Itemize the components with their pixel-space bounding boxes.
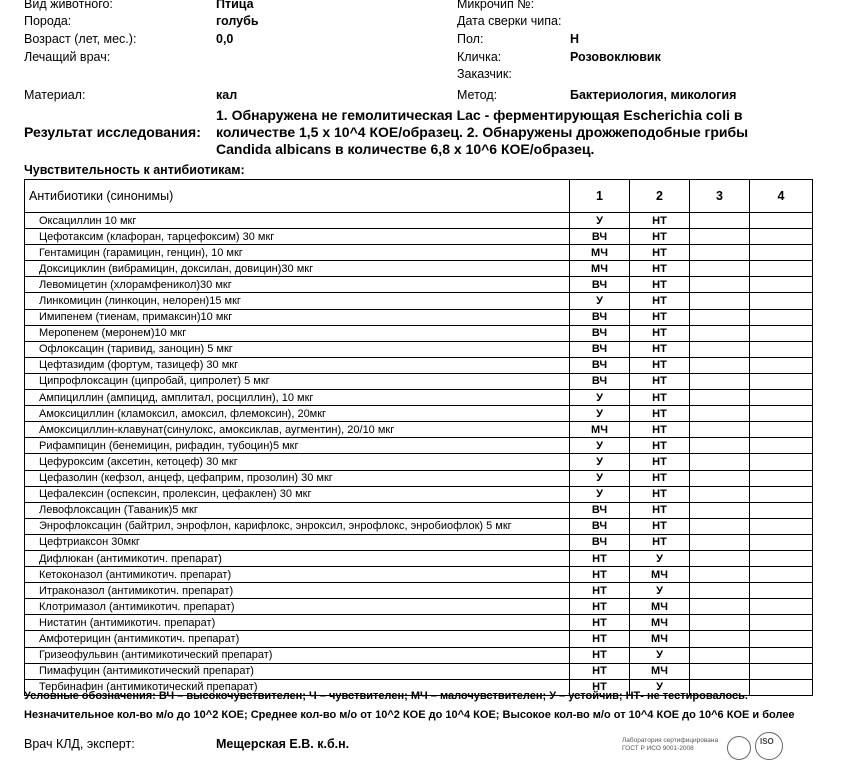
table-row bbox=[25, 341, 813, 357]
result-col-4 bbox=[750, 325, 813, 341]
result-col-4 bbox=[750, 679, 813, 695]
result-col-4 bbox=[750, 390, 813, 406]
antibiotic-name: Дифлюкан (антимикотич. препарат) bbox=[25, 550, 570, 566]
result-col-4 bbox=[750, 341, 813, 357]
result-col-1: ВЧ bbox=[570, 309, 630, 325]
result-col-2: У bbox=[630, 679, 690, 695]
table-row bbox=[25, 390, 813, 406]
header-antibiotics: Антибиотики (синонимы) bbox=[25, 180, 570, 213]
antibiotic-name: Офлоксацин (таривид, заноцин) 5 мкг bbox=[25, 341, 570, 357]
antibiotic-name: Оксациллин 10 мкг bbox=[25, 213, 570, 229]
sensitivity-title: Чувствительность к антибиотикам: bbox=[24, 163, 245, 177]
result-col-2: НТ bbox=[630, 357, 690, 373]
antibiotic-name: Имипенем (тиенам, примаксин)10 мкг bbox=[25, 309, 570, 325]
antibiotic-name: Энрофлоксацин (байтрил, энрофлон, карифлокс, энроксил, энрофлокс, энробиофлок) 5 мкг bbox=[25, 518, 570, 534]
table-row bbox=[25, 567, 813, 583]
result-col-2: НТ bbox=[630, 534, 690, 550]
result-col-3 bbox=[690, 470, 750, 486]
result-col-4 bbox=[750, 663, 813, 679]
result-col-2: НТ bbox=[630, 438, 690, 454]
table-row bbox=[25, 663, 813, 679]
result-col-2: НТ bbox=[630, 390, 690, 406]
result-col-1: НТ bbox=[570, 679, 630, 695]
header-col-4: 4 bbox=[750, 180, 813, 213]
result-col-3 bbox=[690, 599, 750, 615]
result-col-4 bbox=[750, 615, 813, 631]
result-col-3 bbox=[690, 534, 750, 550]
result-col-3 bbox=[690, 502, 750, 518]
table-row bbox=[25, 647, 813, 663]
vet-label: Лечащий врач: bbox=[24, 50, 111, 64]
customer-label: Заказчик: bbox=[457, 67, 512, 81]
result-col-1: ВЧ bbox=[570, 325, 630, 341]
result-col-1: НТ bbox=[570, 631, 630, 647]
result-col-2: НТ bbox=[630, 454, 690, 470]
result-col-1: НТ bbox=[570, 599, 630, 615]
doctor-label: Врач КЛД, эксперт: bbox=[24, 737, 135, 751]
iso-seal-icon bbox=[755, 732, 783, 760]
animal-type-value: Птица bbox=[216, 0, 254, 11]
result-col-4 bbox=[750, 213, 813, 229]
antibiotic-name: Цефтазидим (фортум, тазицеф) 30 мкг bbox=[25, 357, 570, 373]
material-label: Материал: bbox=[24, 88, 86, 102]
material-value: кал bbox=[216, 88, 238, 102]
antibiotic-name: Ципрофлоксацин (ципробай, ципролет) 5 мкг bbox=[25, 373, 570, 389]
animal-type-label: Вид животного: bbox=[24, 0, 113, 11]
table-row bbox=[25, 422, 813, 438]
result-col-2: НТ bbox=[630, 309, 690, 325]
nickname-value: Розовоклювик bbox=[570, 50, 661, 64]
antibiotic-name: Тербинафин (антимикотический препарат) bbox=[25, 679, 570, 695]
result-col-4 bbox=[750, 454, 813, 470]
result-col-4 bbox=[750, 647, 813, 663]
legend-line-1: Условные обозначения: ВЧ – высокочувствителен; Ч – чувствителен; МЧ – малочувствителен; У – устойчив; НТ- не тестировалось. bbox=[24, 690, 748, 702]
result-col-4 bbox=[750, 293, 813, 309]
antibiotic-name: Гризеофульвин (антимикотический препарат) bbox=[25, 647, 570, 663]
result-col-3 bbox=[690, 390, 750, 406]
antibiotic-name: Амоксициллин-клавунат(синулокс, амоксиклав, аугментин), 20/10 мкг bbox=[25, 422, 570, 438]
result-col-3 bbox=[690, 518, 750, 534]
certification-seal-icon bbox=[727, 736, 751, 760]
result-col-2: НТ bbox=[630, 341, 690, 357]
result-col-1: У bbox=[570, 293, 630, 309]
result-col-3 bbox=[690, 663, 750, 679]
result-col-1: ВЧ bbox=[570, 229, 630, 245]
result-col-2: У bbox=[630, 647, 690, 663]
cert-line-1: Лаборатория сертифицирована bbox=[622, 737, 719, 744]
result-col-3 bbox=[690, 550, 750, 566]
result-col-1: У bbox=[570, 438, 630, 454]
result-col-3 bbox=[690, 309, 750, 325]
result-col-3 bbox=[690, 341, 750, 357]
result-col-3 bbox=[690, 406, 750, 422]
result-col-1: НТ bbox=[570, 663, 630, 679]
result-col-4 bbox=[750, 406, 813, 422]
result-col-4 bbox=[750, 373, 813, 389]
result-col-1: НТ bbox=[570, 567, 630, 583]
result-col-3 bbox=[690, 325, 750, 341]
table-row bbox=[25, 325, 813, 341]
antibiotic-name: Ампициллин (ампицид, амплитал, росциллин), 10 мкг bbox=[25, 390, 570, 406]
result-col-1: ВЧ bbox=[570, 373, 630, 389]
iso-label: ISO bbox=[760, 737, 774, 746]
antibiotic-table bbox=[24, 179, 813, 696]
method-label: Метод: bbox=[457, 88, 498, 102]
table-row bbox=[25, 599, 813, 615]
result-col-1: НТ bbox=[570, 550, 630, 566]
result-col-2: НТ bbox=[630, 245, 690, 261]
result-col-1: ВЧ bbox=[570, 518, 630, 534]
table-row bbox=[25, 261, 813, 277]
result-col-1: МЧ bbox=[570, 422, 630, 438]
result-col-4 bbox=[750, 518, 813, 534]
table-row bbox=[25, 615, 813, 631]
table-row bbox=[25, 293, 813, 309]
antibiotic-name: Цефтриаксон 30мкг bbox=[25, 534, 570, 550]
breed-label: Порода: bbox=[24, 14, 72, 28]
result-col-2: НТ bbox=[630, 261, 690, 277]
result-col-2: НТ bbox=[630, 229, 690, 245]
antibiotic-name: Цефалексин (оспексин, пролексин, цефаклен) 30 мкг bbox=[25, 486, 570, 502]
result-col-1: У bbox=[570, 454, 630, 470]
table-row bbox=[25, 245, 813, 261]
table-row bbox=[25, 470, 813, 486]
result-col-3 bbox=[690, 245, 750, 261]
result-col-4 bbox=[750, 583, 813, 599]
result-label: Результат исследования: bbox=[24, 124, 201, 140]
result-col-1: НТ bbox=[570, 615, 630, 631]
result-col-3 bbox=[690, 293, 750, 309]
header-col-3: 3 bbox=[690, 180, 750, 213]
result-col-1: НТ bbox=[570, 647, 630, 663]
age-value: 0,0 bbox=[216, 32, 234, 46]
antibiotic-name: Гентамицин (гарамицин, генцин), 10 мкг bbox=[25, 245, 570, 261]
result-col-3 bbox=[690, 567, 750, 583]
result-col-2: НТ bbox=[630, 406, 690, 422]
table-row bbox=[25, 229, 813, 245]
result-col-4 bbox=[750, 470, 813, 486]
result-col-4 bbox=[750, 599, 813, 615]
chip-label: Микрочип №: bbox=[457, 0, 535, 11]
result-col-2: НТ bbox=[630, 373, 690, 389]
sex-label: Пол: bbox=[457, 32, 484, 46]
result-col-1: ВЧ bbox=[570, 534, 630, 550]
result-col-2: НТ bbox=[630, 502, 690, 518]
antibiotic-name: Левомицетин (хлорамфеникол)30 мкг bbox=[25, 277, 570, 293]
result-col-2: НТ bbox=[630, 325, 690, 341]
result-col-2: НТ bbox=[630, 470, 690, 486]
result-col-1: ВЧ bbox=[570, 357, 630, 373]
result-col-3 bbox=[690, 277, 750, 293]
result-col-4 bbox=[750, 502, 813, 518]
antibiotic-name: Доксициклин (вибрамицин, доксилан, довицин)30 мкг bbox=[25, 261, 570, 277]
nickname-label: Кличка: bbox=[457, 50, 502, 64]
table-row bbox=[25, 502, 813, 518]
result-col-3 bbox=[690, 213, 750, 229]
result-col-3 bbox=[690, 631, 750, 647]
table-row bbox=[25, 454, 813, 470]
result-col-1: ВЧ bbox=[570, 502, 630, 518]
result-col-3 bbox=[690, 438, 750, 454]
table-header-row bbox=[25, 180, 813, 213]
result-col-4 bbox=[750, 277, 813, 293]
result-col-2: МЧ bbox=[630, 631, 690, 647]
method-value: Бактериология, микология bbox=[570, 88, 737, 102]
result-col-2: МЧ bbox=[630, 615, 690, 631]
result-col-3 bbox=[690, 373, 750, 389]
result-col-2: У bbox=[630, 550, 690, 566]
result-col-2: МЧ bbox=[630, 567, 690, 583]
result-col-1: У bbox=[570, 406, 630, 422]
result-col-1: У bbox=[570, 486, 630, 502]
result-col-4 bbox=[750, 567, 813, 583]
result-col-2: НТ bbox=[630, 486, 690, 502]
result-col-1: НТ bbox=[570, 583, 630, 599]
antibiotic-table-body bbox=[25, 213, 813, 696]
antibiotic-name: Амоксициллин (кламоксил, амоксил, флемоксин), 20мкг bbox=[25, 406, 570, 422]
antibiotic-name: Нистатин (антимикотич. препарат) bbox=[25, 615, 570, 631]
antibiotic-name: Цефотаксим (клафоран, тарцефоксим) 30 мкг bbox=[25, 229, 570, 245]
result-col-2: НТ bbox=[630, 422, 690, 438]
table-row bbox=[25, 631, 813, 647]
result-col-1: ВЧ bbox=[570, 341, 630, 357]
result-col-2: НТ bbox=[630, 277, 690, 293]
result-col-4 bbox=[750, 229, 813, 245]
table-row bbox=[25, 438, 813, 454]
antibiotic-name: Цефазолин (кефзол, анцеф, цефаприм, прозолин) 30 мкг bbox=[25, 470, 570, 486]
result-text: 1. Обнаружена не гемолитическая Lac - ферментирующая Escherichia coli в количестве 1,5 х 10^4 КОЕ/образец. 2. Обнаружены дрожжеподобные грибы Candida albicans в количестве 6,8 х 10^6 КОЕ/образец. bbox=[216, 107, 749, 157]
table-row bbox=[25, 277, 813, 293]
antibiotic-name: Амфотерицин (антимикотич. препарат) bbox=[25, 631, 570, 647]
result-col-4 bbox=[750, 438, 813, 454]
result-col-3 bbox=[690, 357, 750, 373]
result-col-4 bbox=[750, 261, 813, 277]
result-col-2: МЧ bbox=[630, 599, 690, 615]
table-row bbox=[25, 373, 813, 389]
result-col-1: У bbox=[570, 213, 630, 229]
table-row bbox=[25, 357, 813, 373]
result-col-2: НТ bbox=[630, 213, 690, 229]
table-row bbox=[25, 486, 813, 502]
result-col-4 bbox=[750, 245, 813, 261]
sex-value: Н bbox=[570, 32, 580, 46]
result-col-3 bbox=[690, 454, 750, 470]
table-row bbox=[25, 518, 813, 534]
result-col-3 bbox=[690, 583, 750, 599]
result-col-1: ВЧ bbox=[570, 277, 630, 293]
table-row bbox=[25, 550, 813, 566]
result-col-4 bbox=[750, 534, 813, 550]
table-row bbox=[25, 534, 813, 550]
result-col-3 bbox=[690, 422, 750, 438]
antibiotic-name: Пимафуцин (антимикотический препарат) bbox=[25, 663, 570, 679]
result-col-4 bbox=[750, 550, 813, 566]
antibiotic-name: Кетоконазол (антимикотич. препарат) bbox=[25, 567, 570, 583]
result-col-1: МЧ bbox=[570, 245, 630, 261]
table-row bbox=[25, 213, 813, 229]
antibiotic-name: Клотримазол (антимикотич. препарат) bbox=[25, 599, 570, 615]
result-col-1: У bbox=[570, 390, 630, 406]
result-col-3 bbox=[690, 229, 750, 245]
result-col-2: НТ bbox=[630, 293, 690, 309]
age-label: Возраст (лет, мес.): bbox=[24, 32, 137, 46]
result-col-2: НТ bbox=[630, 518, 690, 534]
antibiotic-name: Итраконазол (антимикотич. препарат) bbox=[25, 583, 570, 599]
chip-date-label: Дата сверки чипа: bbox=[457, 14, 562, 28]
result-col-4 bbox=[750, 486, 813, 502]
antibiotic-name: Меропенем (меронем)10 мкг bbox=[25, 325, 570, 341]
antibiotic-name: Левофлоксацин (Таваник)5 мкг bbox=[25, 502, 570, 518]
result-col-3 bbox=[690, 486, 750, 502]
result-col-1: МЧ bbox=[570, 261, 630, 277]
result-col-3 bbox=[690, 261, 750, 277]
doctor-value: Мещерская Е.В. к.б.н. bbox=[216, 737, 350, 751]
result-col-1: У bbox=[570, 470, 630, 486]
cert-line-2: ГОСТ Р ИСО 9001-2008 bbox=[622, 745, 694, 752]
table-row bbox=[25, 406, 813, 422]
result-col-4 bbox=[750, 357, 813, 373]
result-col-2: МЧ bbox=[630, 663, 690, 679]
antibiotic-name: Рифампицин (бенемицин, рифадин, тубоцин)5 мкг bbox=[25, 438, 570, 454]
table-row bbox=[25, 583, 813, 599]
result-col-4 bbox=[750, 309, 813, 325]
result-col-4 bbox=[750, 631, 813, 647]
breed-value: голубь bbox=[216, 14, 259, 28]
antibiotic-name: Цефуроксим (аксетин, кетоцеф) 30 мкг bbox=[25, 454, 570, 470]
header-col-1: 1 bbox=[570, 180, 630, 213]
result-col-3 bbox=[690, 647, 750, 663]
result-col-4 bbox=[750, 422, 813, 438]
result-col-2: У bbox=[630, 583, 690, 599]
legend-line-2: Незначительное кол-во м/о до 10^2 КОЕ; Среднее кол-во м/о от 10^2 КОЕ до 10^4 КОЕ; Высокое кол-во м/о от 10^4 КОЕ до 10^6 КОЕ и более bbox=[24, 709, 795, 721]
antibiotic-name: Линкомицин (линкоцин, нелорен)15 мкг bbox=[25, 293, 570, 309]
header-col-2: 2 bbox=[630, 180, 690, 213]
table-row bbox=[25, 309, 813, 325]
result-col-3 bbox=[690, 615, 750, 631]
